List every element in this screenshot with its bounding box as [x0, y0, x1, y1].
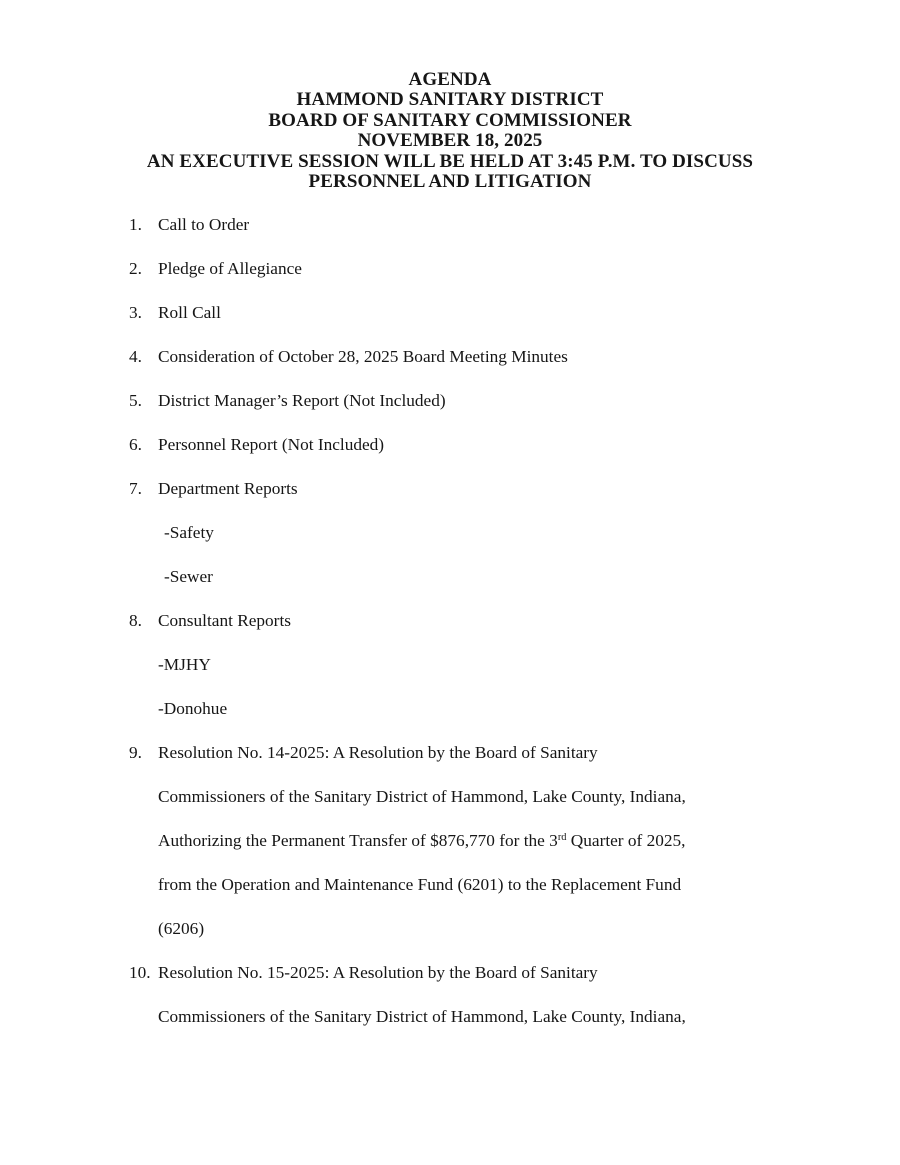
- header-line-board: BOARD OF SANITARY COMMISSIONER: [268, 109, 632, 131]
- agenda-item-1: [129, 203, 860, 247]
- item-text: Roll Call: [158, 303, 221, 323]
- item-text: Consideration of October 28, 2025 Board Meeting Minutes: [158, 347, 568, 367]
- header-line-agenda: AGENDA: [408, 69, 492, 90]
- agenda-item-4: [129, 335, 860, 379]
- item-line: from the Operation and Maintenance Fund (6201) to the Replacement Fund: [158, 875, 682, 895]
- item-number: 2.: [129, 259, 142, 279]
- agenda-item-7: [129, 467, 860, 511]
- header-line-executive-session: AN EXECUTIVE SESSION WILL BE HELD AT 3:45 P.M. TO DISCUSS: [146, 150, 754, 172]
- item-line: Resolution No. 15-2025: A Resolution by the Board of Sanitary: [158, 963, 598, 983]
- item-number: 10.: [129, 963, 151, 983]
- item-text: Department Reports: [158, 479, 298, 499]
- agenda-item-6: [129, 423, 860, 467]
- document-header: [0, 0, 900, 192]
- item-number: 5.: [129, 391, 142, 411]
- item-number: 7.: [129, 479, 142, 499]
- line-segment-pre: Authorizing the Permanent Transfer of $876,770 for the 3: [158, 831, 558, 851]
- item-number: 8.: [129, 611, 142, 631]
- item-line: Commissioners of the Sanitary District of Hammond, Lake County, Indiana,: [158, 787, 686, 807]
- item-text-block: [158, 951, 860, 1039]
- agenda-item-10: [129, 951, 860, 1039]
- item-number: 4.: [129, 347, 142, 367]
- agenda-sub-item-sewer: -Sewer: [164, 567, 213, 587]
- agenda-item-2: [129, 247, 860, 291]
- item-number: 1.: [129, 215, 142, 235]
- agenda-item-8: [129, 599, 860, 643]
- agenda-item-5: [129, 379, 860, 423]
- line-segment-post: Quarter of 2025,: [566, 831, 686, 851]
- agenda-item-3: [129, 291, 860, 335]
- header-line-date: NOVEMBER 18, 2025: [357, 130, 543, 152]
- item-text-block: [158, 731, 860, 951]
- header-line-district: HAMMOND SANITARY DISTRICT: [296, 89, 604, 111]
- item-line-with-superscript: [158, 819, 860, 863]
- agenda-sub-item-safety: -Safety: [164, 523, 214, 543]
- agenda-sub-item-mjhy: -MJHY: [158, 655, 211, 675]
- item-text: District Manager’s Report (Not Included): [158, 391, 446, 411]
- item-text: Pledge of Allegiance: [158, 259, 302, 279]
- ordinal-superscript: rd: [557, 832, 567, 844]
- item-line: (6206): [158, 919, 205, 939]
- agenda-item-9: [129, 731, 860, 951]
- item-line: Commissioners of the Sanitary District of Hammond, Lake County, Indiana,: [158, 1007, 686, 1027]
- header-line-personnel-litigation: PERSONNEL AND LITIGATION: [308, 171, 592, 193]
- item-line: Resolution No. 14-2025: A Resolution by the Board of Sanitary: [158, 743, 598, 763]
- item-number: 3.: [129, 303, 142, 323]
- agenda-list: [129, 203, 860, 1039]
- item-text: Consultant Reports: [158, 611, 291, 631]
- item-number: 9.: [129, 743, 142, 763]
- item-text: Call to Order: [158, 215, 250, 235]
- item-number: 6.: [129, 435, 142, 455]
- agenda-sub-item-donohue: -Donohue: [158, 699, 228, 719]
- item-text: Personnel Report (Not Included): [158, 435, 385, 455]
